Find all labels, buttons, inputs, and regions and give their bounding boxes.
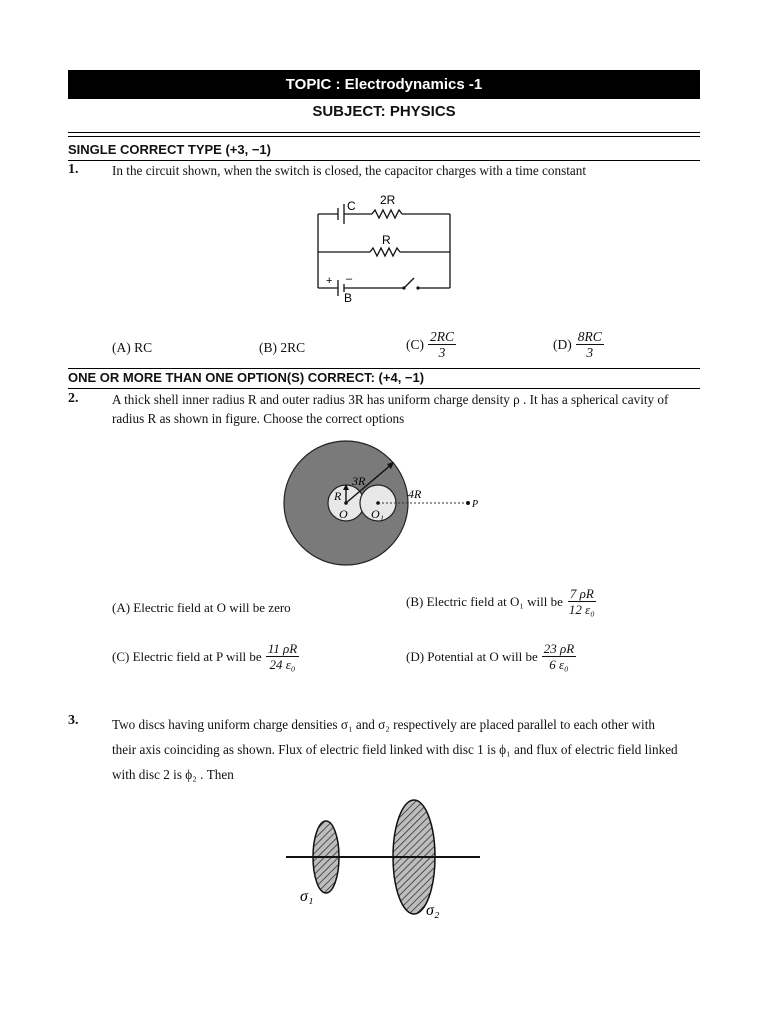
question-text: In the circuit shown, when the switch is closed, the capacitor charges with a time constant: [112, 163, 587, 178]
label-o: O: [339, 507, 348, 521]
label-r: R: [334, 489, 342, 503]
label-p: P: [472, 499, 479, 510]
option-c-label: (C): [406, 336, 424, 352]
subject-title: SUBJECT: PHYSICS: [312, 103, 456, 120]
question-text: A thick shell inner radius R and outer radius 3R has uniform charge density ρ . It has a spherical cavity of: [112, 392, 669, 407]
divider: [68, 132, 700, 133]
capacitor-label: C: [347, 199, 356, 213]
battery-label: B: [344, 291, 353, 305]
option-c-text: (C) Electric field at P will be: [112, 648, 262, 664]
fraction: [266, 641, 299, 672]
question-text: radius R as shown in figure. Choose the correct options: [112, 411, 405, 426]
fraction: [428, 329, 456, 360]
question-number: 1.: [68, 162, 79, 177]
label-4r: 4R: [408, 487, 422, 501]
question-number: 3.: [68, 713, 79, 728]
fraction-numerator: 23 ρR: [543, 641, 575, 656]
divider: [68, 136, 700, 137]
sigma-1-label: σ₁: [300, 888, 314, 905]
sphere-cavity-diagram: [280, 440, 490, 570]
fraction-numerator: 8RC: [577, 329, 602, 344]
sigma-2-label: σ₂: [426, 902, 440, 919]
label-o1: O₁: [371, 507, 384, 521]
fraction: [542, 641, 576, 672]
question-text: Two discs having uniform charge densities σ₁ and σ₂ respectively are placed parallel to each other with: [112, 717, 655, 732]
fraction-numerator: 7 ρR: [569, 586, 594, 601]
fraction-denominator: 6 ε₀: [549, 657, 569, 672]
charged-discs-diagram: [280, 795, 490, 925]
fraction-numerator: 11 ρR: [267, 641, 298, 656]
fraction-numerator: 2RC: [430, 329, 455, 344]
fraction-denominator: 12 ε₀: [568, 602, 595, 617]
resistor-r-label: R: [382, 233, 391, 247]
fraction-denominator: 24 ε₀: [269, 657, 296, 672]
option-d-label: (D): [553, 336, 572, 352]
divider: [68, 368, 700, 369]
option-c[interactable]: [112, 641, 299, 672]
battery-plus-label: +: [326, 275, 333, 287]
option-a[interactable]: (A) Electric field at O will be zero: [112, 600, 291, 615]
fraction: [567, 586, 597, 617]
fraction-denominator: 3: [438, 345, 446, 360]
topic-title: TOPIC : Electrodynamics -1: [285, 76, 483, 93]
divider: [68, 388, 700, 389]
option-d[interactable]: [553, 329, 604, 360]
circuit-diagram: [300, 190, 470, 310]
topic-banner: [68, 70, 700, 99]
question-text: with disc 2 is ϕ₂ . Then: [112, 767, 234, 782]
question-text: their axis coinciding as shown. Flux of electric field linked with disc 1 is ϕ₁ and flux of electric field linked: [112, 742, 678, 757]
option-d[interactable]: [406, 641, 576, 672]
option-b[interactable]: [406, 586, 597, 617]
option-d-text: (D) Potential at O will be: [406, 648, 538, 664]
section-heading-multi: ONE OR MORE THAN ONE OPTION(S) CORRECT: (+4, −1): [68, 370, 425, 385]
battery-minus-label: –: [346, 273, 353, 285]
question-number: 2.: [68, 391, 79, 406]
option-b[interactable]: (B) 2RC: [259, 340, 306, 355]
option-a[interactable]: (A) RC: [112, 340, 153, 355]
section-heading-single: SINGLE CORRECT TYPE (+3, −1): [68, 142, 271, 157]
resistor-2r-label: 2R: [380, 193, 396, 207]
option-c[interactable]: [406, 329, 456, 360]
fraction: [576, 329, 604, 360]
option-b-text: (B) Electric field at O₁ will be: [406, 593, 563, 609]
fraction-denominator: 3: [586, 345, 594, 360]
label-3r: 3R: [352, 474, 366, 488]
